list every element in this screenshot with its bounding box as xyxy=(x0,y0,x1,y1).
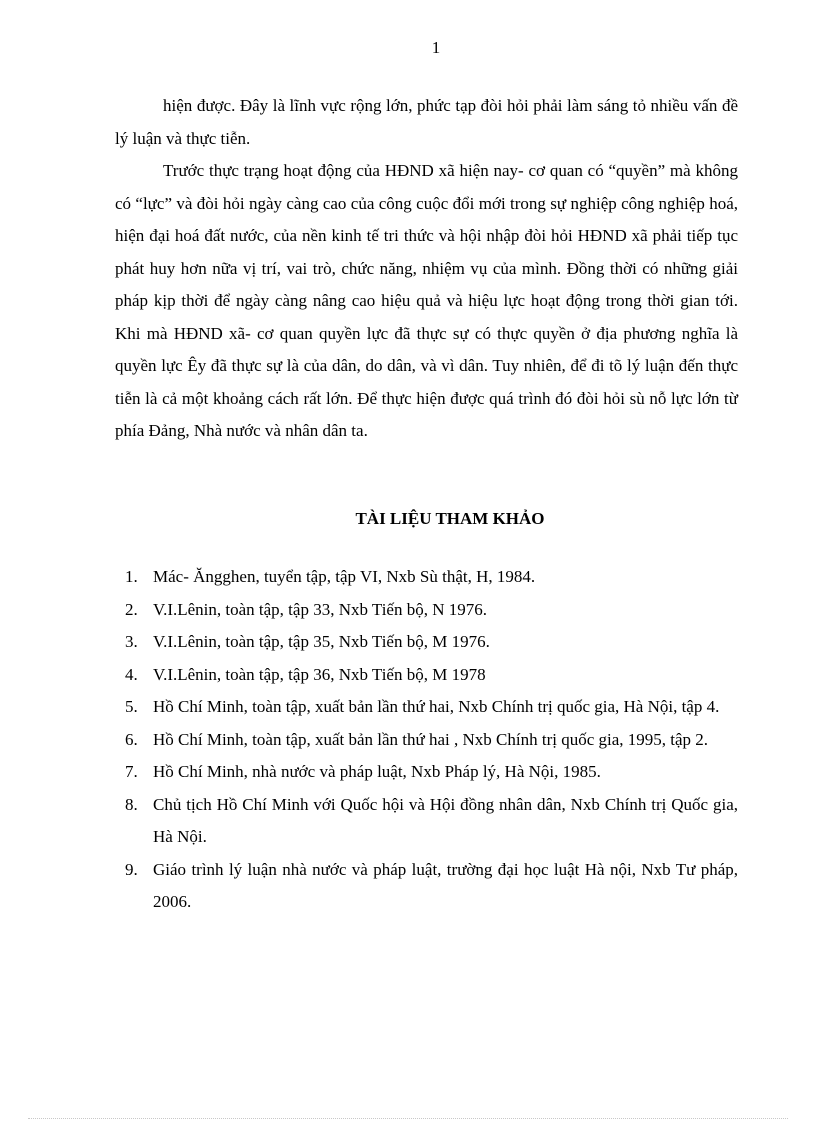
reference-item-9 xyxy=(115,854,738,919)
reference-item-2 xyxy=(115,594,738,627)
reference-text: Mác- Ăngghen, tuyển tập, tập VI, Nxb Sù thật, H, 1984. xyxy=(153,567,536,586)
reference-item-4 xyxy=(115,659,738,692)
reference-number: 2. xyxy=(125,599,138,619)
reference-item-3 xyxy=(115,626,738,659)
reference-item-1 xyxy=(115,561,738,594)
reference-item-6 xyxy=(115,724,738,757)
reference-text: Hồ Chí Minh, toàn tập, xuất bản lần thứ hai , Nxb Chính trị quốc gia, 1995, tập 2. xyxy=(153,729,709,749)
reference-item-7 xyxy=(115,756,738,789)
body-text xyxy=(115,90,738,448)
reference-text: V.I.Lênin, toàn tập, tập 33, Nxb Tiến bộ, N 1976. xyxy=(153,599,488,619)
page-number: 1 xyxy=(431,38,441,57)
paragraph-main: Trước thực trạng hoạt động của HĐND xã hiện nay- cơ quan có “quyền” mà không có “lực” và đòi hỏi ngày càng cao của công cuộc đổi mới trong sự nghiệp công nghiệp hoá, hiện đại hoá đất nước, của nền kinh tế tri thức và hội nhập đòi hỏi HĐND xã phải tiếp tục phát huy hơn nữa vị trí, vai trò, chức năng, nhiệm vụ của mình. Đồng thời có những giải pháp kịp thời để ngày càng nâng cao hiệu quả và hiệu lực hoạt động trong thời gian tới. Khi mà HĐND xã- cơ quan quyền lực đã thực sự có thực quyền ở địa phương nghĩa là quyền lực Êy đã thực sự là của dân, do dân, và vì dân. Tuy nhiên, để đi tõ lý luận đến thực tiễn là cả một khoảng cách rất lớn. Để thực hiện được quá trình đó đòi hỏi sù nỗ lực lớn từ phía Đảng, Nhà nước và nhân dân ta. xyxy=(115,161,738,440)
reference-text: V.I.Lênin, toàn tập, tập 35, Nxb Tiến bộ, M 1976. xyxy=(153,632,490,651)
page-bottom-divider xyxy=(28,1118,788,1119)
references-list xyxy=(115,561,738,919)
reference-number: 5. xyxy=(125,697,138,716)
reference-text: Hồ Chí Minh, toàn tập, xuất bản lần thứ hai, Nxb Chính trị quốc gia, Hà Nội, tập 4. xyxy=(153,697,720,716)
references-heading: TÀI LIỆU THAM KHẢO xyxy=(355,509,545,528)
reference-text: Chủ tịch Hồ Chí Minh với Quốc hội và Hội đồng nhân dân, Nxb Chính trị Quốc gia, Hà Nội. xyxy=(153,794,738,846)
reference-text: V.I.Lênin, toàn tập, tập 36, Nxb Tiến bộ, M 1978 xyxy=(153,664,486,684)
reference-number: 3. xyxy=(125,632,138,651)
reference-item-8 xyxy=(115,789,738,854)
reference-number: 1. xyxy=(125,567,138,586)
reference-number: 4. xyxy=(125,664,138,684)
reference-text: Hồ Chí Minh, nhà nước và pháp luật, Nxb Pháp lý, Hà Nội, 1985. xyxy=(153,762,601,781)
reference-number: 7. xyxy=(125,762,138,781)
reference-text: Giáo trình lý luận nhà nước và pháp luật, trường đại học luật Hà nội, Nxb Tư pháp, 2006. xyxy=(153,859,738,911)
paragraph-continuation: hiện được. Đây là lĩnh vực rộng lớn, phức tạp đòi hỏi phải làm sáng tỏ nhiều vấn đề lý luận và thực tiễn. xyxy=(115,96,738,148)
reference-number: 9. xyxy=(125,859,138,879)
reference-item-5 xyxy=(115,691,738,724)
reference-number: 8. xyxy=(125,794,138,814)
reference-number: 6. xyxy=(125,729,138,749)
